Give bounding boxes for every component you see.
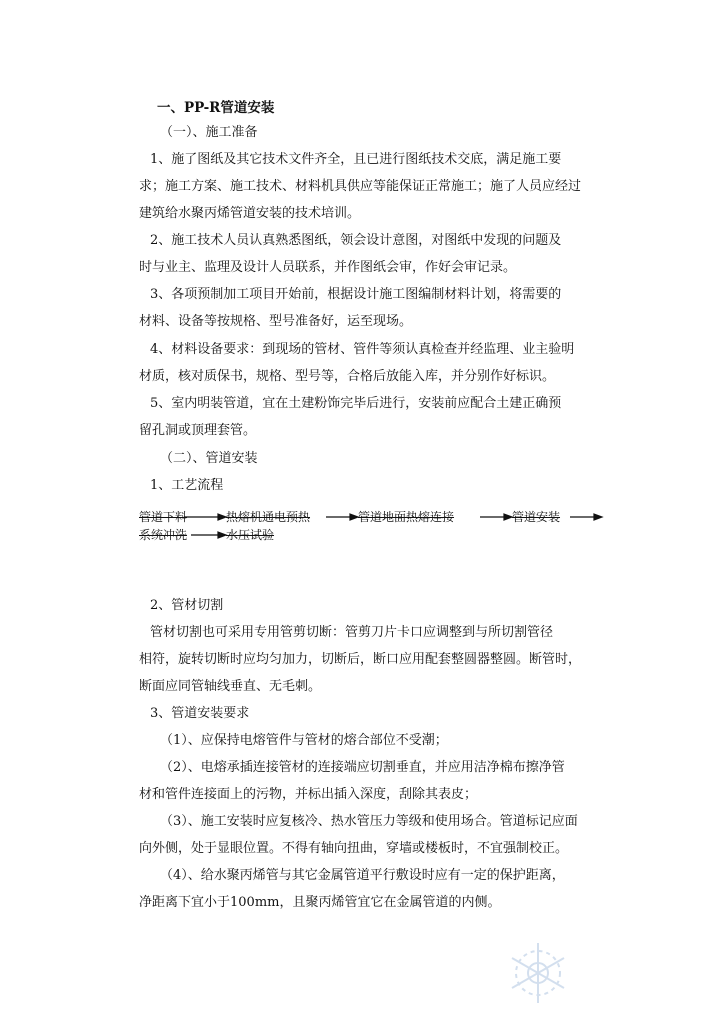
flow-step-preheat: 热熔机通电预热	[226, 510, 311, 524]
paragraph-line: 断面应同管轴线垂直、无毛刺。	[139, 679, 322, 694]
paragraph-line: 相符，旋转切断时应均匀加力，切断后，断口应用配套整圆器整圆。断管时，	[139, 652, 582, 667]
step-heading: 1、工艺流程	[150, 478, 224, 493]
paragraph-line: 留孔洞或顶理套管。	[139, 423, 257, 438]
requirement-item: （4）、给水聚丙烯管与其它金属管道平行敷设时应有一定的保护距离，	[160, 868, 565, 883]
requirement-item: 材和管件连接面上的污物，并标出插入深度，刮除其表皮；	[139, 787, 478, 802]
step-heading: 3、管道安装要求	[150, 706, 250, 721]
arrow-head	[218, 514, 226, 520]
paragraph-line: 1、施了图纸及其它技术文件齐全，且已进行图纸技术交底，满足施工要	[150, 152, 562, 167]
requirement-item: （3）、施工安装时应复核冷、热水管压力等级和使用场合。管道标记应面	[160, 814, 578, 829]
flow-step-pressure-test: 水压试验	[226, 528, 275, 542]
requirement-item: （1）、应保持电熔管件与管材的熔合部位不受潮；	[160, 733, 448, 748]
paragraph-line: 材料、设备等按规格、型号准备好，运至现场。	[139, 314, 413, 329]
requirement-item: （2）、电熔承插连接管材的连接端应切割垂直，并应用洁净棉布擦净管	[160, 760, 565, 775]
subsection-title: （一）、施工准备	[160, 125, 258, 140]
paragraph-line: 建筑给水聚丙烯管道安装的技术培训。	[139, 206, 361, 221]
paragraph-line: 求；施工方案、施工技术、材料机具供应等能保证正常施工；施了人员应经过	[139, 179, 582, 194]
paragraph-line: 4、材料设备要求：到现场的管材、管件等须认真检查并经监理、业主验明	[150, 342, 575, 357]
flow-step-fusion: 管道地面热熔连接	[358, 510, 455, 524]
arrow-head	[218, 532, 226, 538]
paragraph-line: 5、室内明装管道，宜在土建粉饰完毕后进行，安装前应配合土建正确预	[150, 396, 562, 411]
arrow-head	[504, 514, 512, 520]
snowflake-watermark-icon	[503, 938, 573, 1008]
paragraph-line: 时与业主、监理及设计人员联系，并作图纸会审，作好会审记录。	[139, 260, 517, 275]
arrow-head	[350, 514, 358, 520]
arrow-head	[594, 514, 602, 520]
paragraph-line: 3、各项预制加工项目开始前，根据设计施工图编制材料计划，将需要的	[150, 287, 562, 302]
section-title: 一、PP-R管道安装	[157, 100, 275, 116]
flow-step-flush: 系统冲洗	[139, 528, 188, 542]
paragraph-line: 管材切割也可采用专用管剪切断：管剪刀片卡口应调整到与所切割管径	[150, 625, 554, 640]
subsection-title: （二）、管道安装	[160, 451, 258, 466]
requirement-item: 向外侧，处于显眼位置。不得有轴向扭曲，穿墙或楼板时，不宜强制校正。	[139, 841, 569, 856]
flow-step-install: 管道安装	[512, 510, 561, 524]
requirement-item: 净距离下宜小于100mm，且聚丙烯管宜它在金属管道的内侧。	[139, 895, 501, 910]
paragraph-line: 材质，核对质保书，规格、型号等，合格后放能入库，并分别作好标识。	[139, 369, 556, 384]
paragraph-line: 2、施工技术人员认真熟悉图纸，领会设计意图，对图纸中发现的问题及	[150, 233, 562, 248]
step-heading: 2、管材切割	[150, 598, 224, 613]
flow-step-cut: 管道下料	[139, 510, 188, 524]
